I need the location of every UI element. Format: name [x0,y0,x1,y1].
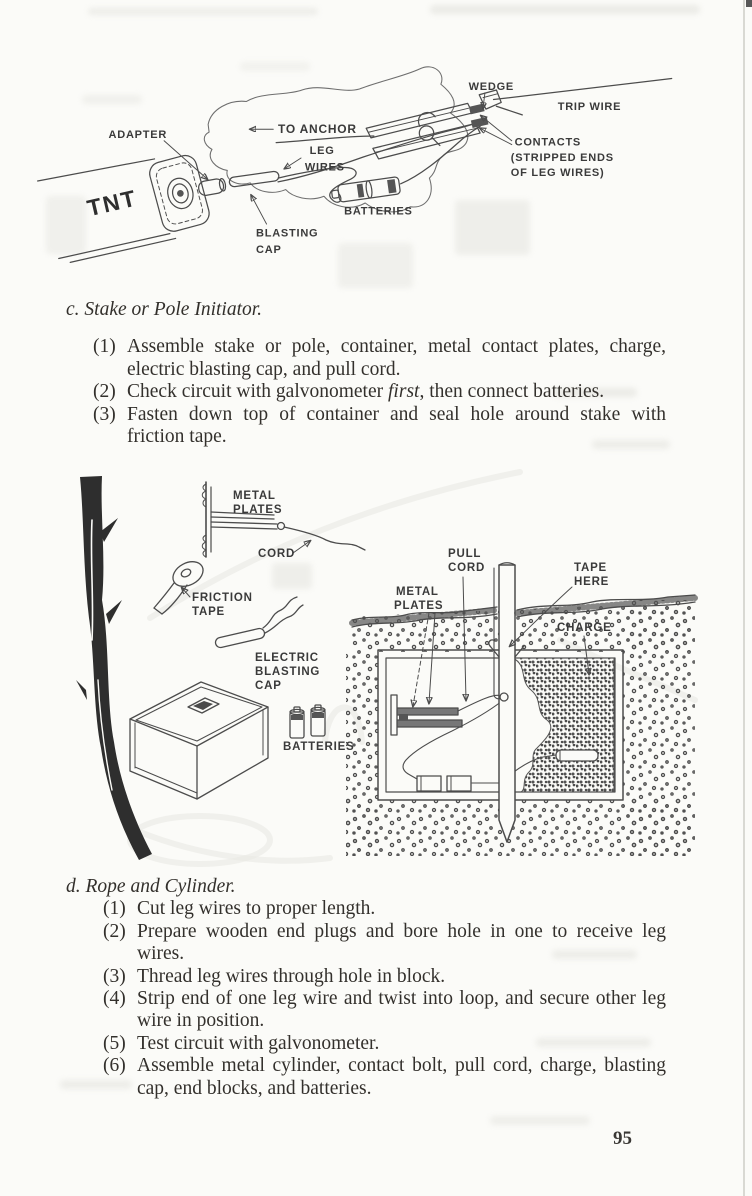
batteries-label: BATTERIES [344,205,413,218]
section-d-heading: d. Rope and Cylinder. [66,876,236,897]
section-c-heading: c. Stake or Pole Initiator. [66,299,263,320]
contacts-label: (STRIPPED ENDS [510,151,614,164]
to-anchor-label: TO ANCHOR [278,122,357,137]
tape-here-label: TAPE [574,562,608,574]
item-text: Prepare wooden end plugs and bore hole in one to receive leg wires. [137,920,666,965]
item-number: (2) [93,381,116,403]
spring-coil [419,126,433,140]
electric-cap-label: ELECTRIC [255,652,319,664]
item-number: (4) [103,988,126,1010]
leg-wires-label: LEG [309,145,335,158]
list-item [66,336,666,381]
contacts-label: CONTACTS [514,136,582,149]
scan-edge-line [743,0,745,1196]
blasting-cap [229,171,280,187]
item-text-part: , then connect batteries. [419,381,605,403]
figure-stake-initiator [35,465,710,870]
item-text: Test circuit with galvonometer. [137,1032,380,1054]
tnt-block [38,153,212,262]
friction-tape-label: FRICTION [192,592,253,604]
charge-label: CHARGE [557,622,612,634]
wooden-stake [76,476,152,860]
item-text: Assemble metal cylinder, contact bolt, pull cord, charge, blasting cap, end blocks, and batteries. [137,1055,666,1099]
electric-cap-label: BLASTING [255,666,321,678]
list-item [66,404,666,449]
item-text: Cut leg wires to proper length. [137,898,376,920]
container-box [130,682,268,799]
contact-plate [471,117,489,128]
page-number: 95 [613,1128,632,1149]
bleed-through-smudge [490,1116,590,1125]
cord-knot [500,693,508,701]
pull-cord-label: CORD [448,562,486,574]
wedge-label: WEDGE [468,80,515,93]
item-number: (6) [103,1055,126,1077]
bleed-through-smudge [88,8,318,15]
item-text: Thread leg wires through hole in block. [137,965,446,987]
bleed-through-smudge [430,5,700,14]
buried-metal-plates-label: METAL [396,586,439,598]
item-text [127,381,666,403]
electric-cap-label: CAP [255,680,282,692]
item-number: (1) [103,898,126,920]
friction-tape-label: TAPE [192,606,226,618]
leg-wires-label: WIRES [304,161,345,174]
list-item [66,898,666,920]
pointer [164,141,207,179]
section-d [66,876,666,1100]
buried-metal-plates-label: PLATES [394,600,444,612]
item-text: Assemble stake or pole, container, metal contact plates, charge, electric blasting cap, and pull cord. [127,336,666,380]
item-number: (5) [103,1032,126,1054]
item-text-part: Check circuit with galvonometer [127,381,389,403]
blasting-cap-label: CAP [256,243,282,256]
pointer [251,195,266,224]
item-text: Fasten down top of container and seal hole around stake with friction tape. [127,403,666,448]
buried-metal-plate [392,708,458,715]
buried-metal-plate [392,720,462,727]
item-text-italic: first [388,381,420,403]
electric-blasting-cap [215,597,303,648]
pull-cord-label: PULL [448,548,482,560]
item-number: (3) [93,403,116,425]
tnt-label: TNT [84,184,140,222]
bleed-through-shape [130,816,270,864]
list-item [66,1055,666,1100]
cord-label: CORD [258,548,296,560]
small-batteries [290,705,325,738]
metal-plates-label: METAL [233,490,276,502]
batteries-label: BATTERIES [283,741,355,753]
pointer [285,158,301,169]
list-item [66,988,666,1033]
list-item [66,381,666,403]
list-item [66,1033,666,1055]
adapter-label: ADAPTER [108,128,168,141]
scan-corner-mark [746,0,752,7]
anchor-cord [276,136,374,143]
figure-tripwire-initiator [30,55,710,305]
item-number: (2) [103,920,126,942]
contacts-label: OF LEG WIRES) [510,167,605,180]
bleed-through-line [140,832,330,861]
item-text: Strip end of one leg wire and twist into loop, and secure other leg wire in position. [137,988,666,1032]
contact-plate [469,104,485,115]
item-number: (1) [93,336,116,358]
section-c [66,299,666,448]
metal-plates-label: PLATES [233,504,283,516]
list-item [66,921,666,966]
item-number: (3) [103,965,126,987]
trip-wire-label: TRIP WIRE [557,101,622,114]
cord-eyelet [278,523,285,530]
blasting-cap-label: BLASTING [256,227,319,240]
list-item [66,966,666,988]
tape-here-label: HERE [574,576,610,588]
trip-wire-line [494,78,672,99]
